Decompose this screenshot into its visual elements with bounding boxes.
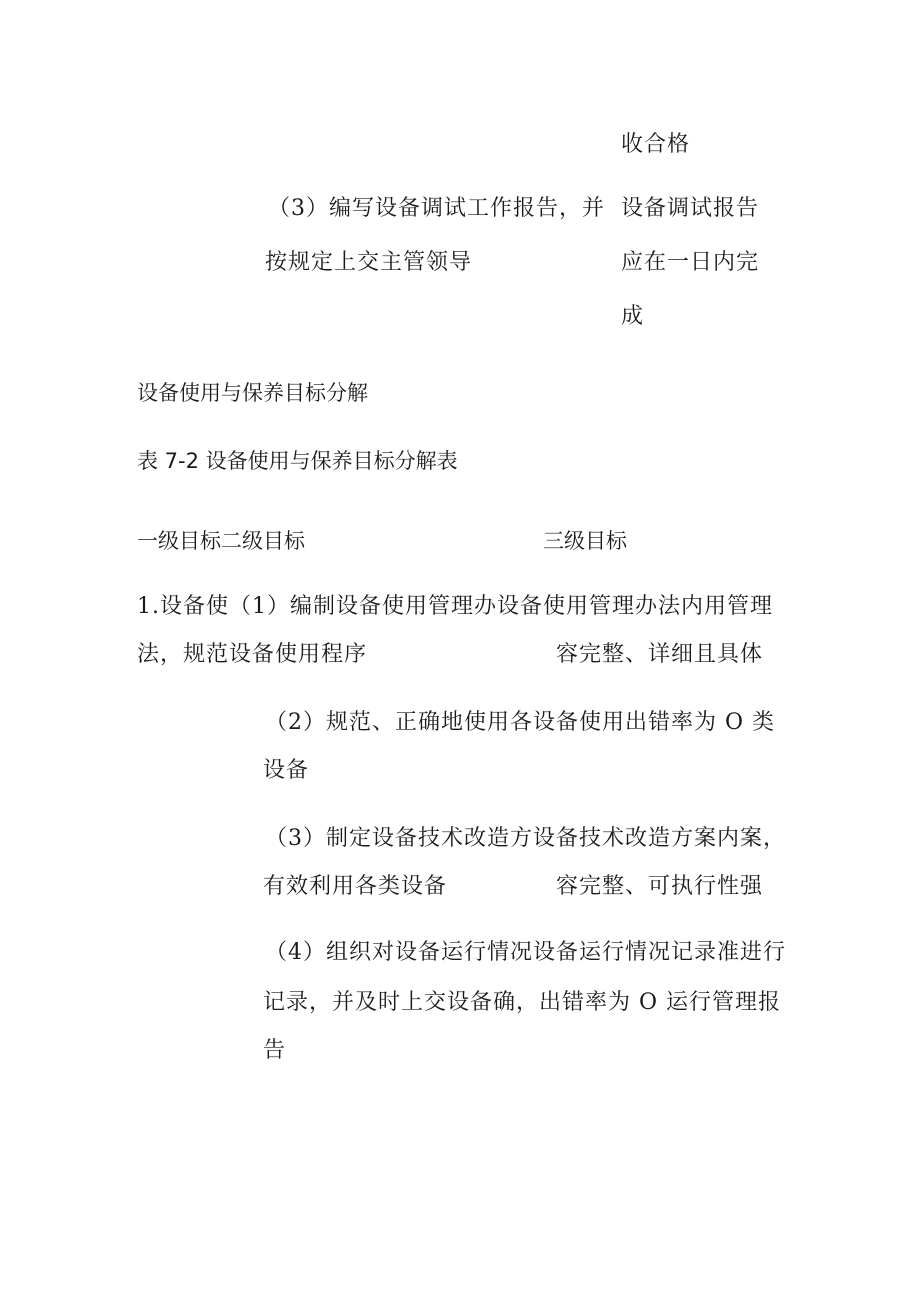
text-line: 设备调试报告 <box>621 196 760 221</box>
text-line: 成 <box>621 304 645 329</box>
text-line: （2）规范、正确地使用各设备使用出错率为 O 类 <box>265 710 776 735</box>
text-line: （3）编写设备调试工作报告，并 <box>268 196 605 221</box>
text-line: 有效利用各类设备 <box>263 874 448 899</box>
text-line: 按规定上交主管领导 <box>265 250 473 275</box>
text-line: （3）制定设备技术改造方设备技术改造方案内案， <box>265 826 786 851</box>
text-line: （4）组织对设备运行情况设备运行情况记录准进行 <box>265 940 786 965</box>
text-line: 法，规范设备使用程序 <box>137 642 368 667</box>
text-line: 设备 <box>263 758 310 783</box>
text-line: 应在一日内完 <box>621 250 760 275</box>
text-line: 1.设备使（1）编制设备使用管理办设备使用管理办法内用管理 <box>137 594 773 619</box>
table-header-col1-col2: 一级目标二级目标 <box>137 529 305 553</box>
text-line: 容完整、详细且具体 <box>556 642 764 667</box>
text-line: 收合格 <box>621 132 691 157</box>
text-line: 记录，并及时上交设备确，出错率为 O 运行管理报 <box>263 990 782 1015</box>
table-header-col3: 三级目标 <box>543 529 627 553</box>
section-title: 设备使用与保养目标分解 <box>137 381 368 405</box>
text-line: 告 <box>263 1038 287 1063</box>
text-line: 容完整、可执行性强 <box>556 874 764 899</box>
table-caption: 表 7-2 设备使用与保养目标分解表 <box>137 449 458 473</box>
